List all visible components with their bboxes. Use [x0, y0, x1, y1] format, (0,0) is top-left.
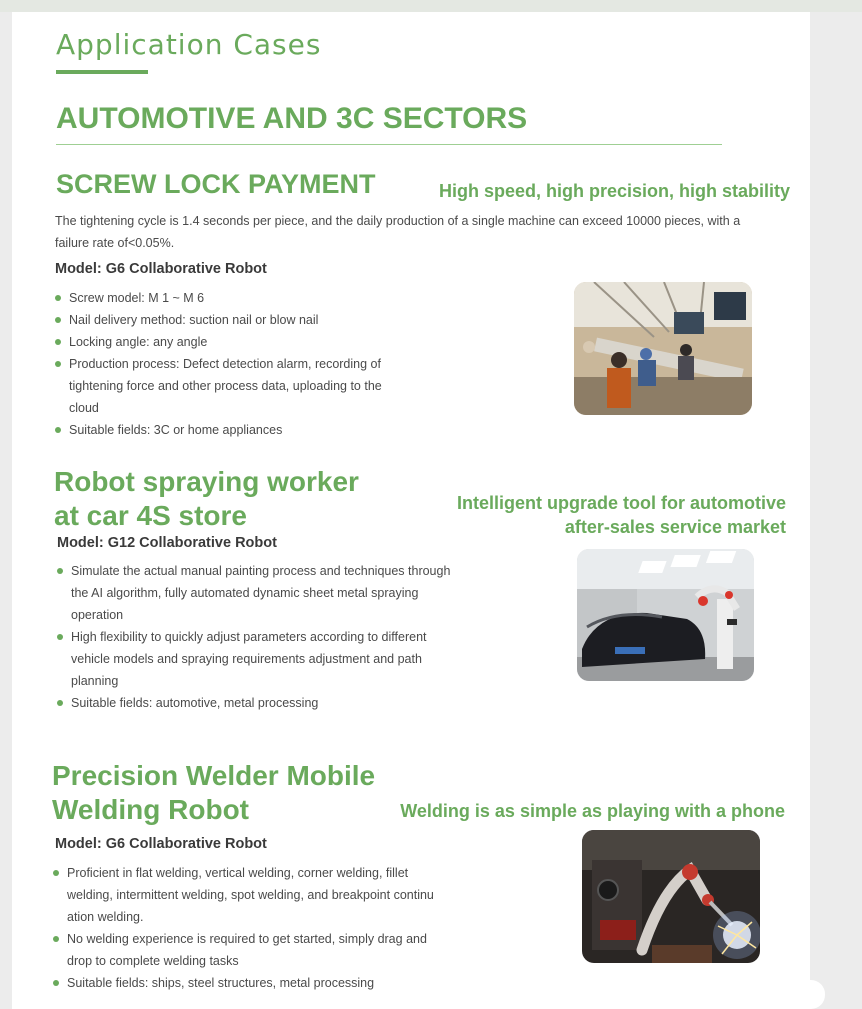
- section-2-title-line-1: Robot spraying worker: [54, 466, 359, 497]
- section-3-bullet-list: [51, 862, 451, 994]
- section-1-model: Model: G6 Collaborative Robot: [55, 261, 267, 277]
- top-background-strip: [0, 0, 862, 12]
- welding-robot-photo: [582, 830, 760, 963]
- section-2-title-line-2: at car 4S store: [54, 499, 247, 531]
- section-1-description: The tightening cycle is 1.4 seconds per piece, and the daily production of a single machine can exceed 10000 pieces, with a failure rate of<0.05%.: [55, 214, 741, 250]
- sector-divider: [56, 144, 722, 145]
- factory-assembly-line-photo: [574, 282, 752, 415]
- section-3-title-line-1: Precision Welder Mobile: [52, 760, 376, 791]
- bottom-corner-blank: [705, 980, 825, 1009]
- car-spray-booth-photo: [577, 549, 754, 681]
- section-2-tagline-line-1: Intelligent upgrade tool for automotive: [456, 493, 786, 513]
- section-2-tagline: [402, 491, 786, 539]
- list-item: No welding experience is required to get started, simply drag and drop to complete welding tasks: [51, 928, 451, 972]
- section-3-model: Model: G6 Collaborative Robot: [55, 836, 267, 852]
- list-item: High flexibility to quickly adjust parameters according to different vehicle models and spraying requirements adjustment and path planning: [55, 626, 455, 692]
- section-2-model: Model: G12 Collaborative Robot: [57, 535, 277, 551]
- section-2-title: [54, 465, 359, 532]
- list-item: Nail delivery method: suction nail or blow nail: [53, 309, 403, 331]
- section-2-bullet-list: [55, 560, 455, 714]
- list-item: Suitable fields: 3C or home appliances: [53, 419, 403, 441]
- list-item: Simulate the actual manual painting process and techniques through the AI algorithm, fully automated dynamic sheet metal spraying operation: [55, 560, 455, 626]
- list-item: Suitable fields: ships, steel structures, metal processing: [51, 972, 451, 994]
- section-3-title-line-2: Welding Robot: [52, 793, 249, 825]
- section-3-title: [52, 759, 375, 826]
- page-title: Application Cases: [56, 28, 322, 61]
- sector-heading: AUTOMOTIVE AND 3C SECTORS: [56, 102, 528, 135]
- section-1-tagline: High speed, high precision, high stability: [438, 181, 790, 201]
- brochure-page: [12, 12, 810, 1009]
- list-item: Locking angle: any angle: [53, 331, 403, 353]
- section-2-tagline-line-2: after-sales service market: [564, 517, 786, 537]
- section-3-tagline: Welding is as simple as playing with a phone: [400, 801, 785, 821]
- section-1-title: SCREW LOCK PAYMENT: [56, 169, 376, 199]
- list-item: Proficient in flat welding, vertical welding, corner welding, fillet welding, intermittent welding, spot welding, and breakpoint continu ation welding.: [51, 862, 451, 928]
- list-item: Suitable fields: automotive, metal processing: [55, 692, 455, 714]
- list-item: Screw model: M 1 ~ M 6: [53, 287, 403, 309]
- list-item: Production process: Defect detection alarm, recording of tightening force and other process data, uploading to the cloud: [53, 353, 403, 419]
- section-1-bullet-list: [53, 287, 403, 441]
- title-underline: [56, 70, 148, 74]
